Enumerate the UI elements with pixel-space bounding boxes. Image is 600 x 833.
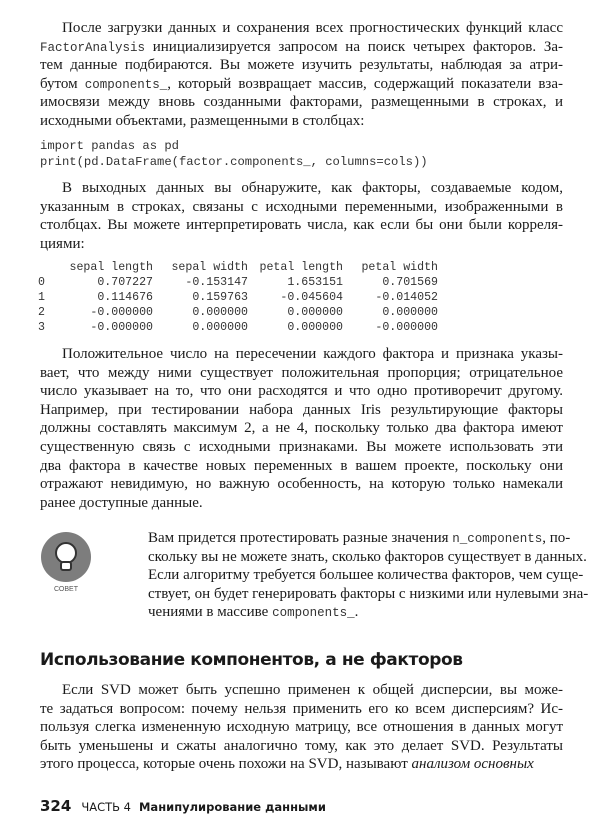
text-span: существенную связь с исходными признаками. Вы можете использовать эти <box>40 438 563 455</box>
text-line <box>40 112 563 131</box>
text-span: имосвязи между вновь созданными факторами, размещенными в строках, и <box>40 94 563 111</box>
table-row <box>38 305 438 320</box>
column-header: sepal length <box>69 261 153 274</box>
text-line <box>40 38 563 57</box>
text-span: В выходных данных вы обнаружите, как факторы, создаваемые кодом, <box>62 180 563 196</box>
text-line <box>40 179 563 198</box>
text-line <box>40 700 563 719</box>
table-cell: 0.000000 <box>382 306 438 319</box>
column-header: petal length <box>259 261 343 274</box>
text-line <box>40 475 563 494</box>
inline-code: components_ <box>84 77 168 92</box>
table-cell: 0.000000 <box>192 321 248 334</box>
table-cell: -0.000000 <box>90 306 153 319</box>
tip-label: СОВЕТ <box>54 586 78 593</box>
text-line <box>40 494 563 513</box>
text-span: исходными объектами, размещенными в столбцах: <box>40 112 365 129</box>
text-span: , который возвращает массив, содержащий показатели вза- <box>167 75 563 92</box>
table-row <box>38 320 438 335</box>
text-line <box>40 755 563 774</box>
text-line <box>40 457 563 476</box>
row-index: 3 <box>38 321 45 334</box>
emphasis: анализом основных <box>411 756 534 773</box>
text-span: Если алгоритму требуется большее количества факторов, чем суще- <box>148 567 584 584</box>
lightbulb-icon <box>41 532 91 582</box>
text-span: пользуя слегка измененную исходную матрицу, все отношения в данных могут <box>40 719 563 736</box>
inline-code: components_ <box>272 606 355 621</box>
text-span: столбцах. Вы можете интерпретировать числа, как если бы они были корреля- <box>40 217 563 234</box>
section-heading: Использование компонентов, а не факторов <box>40 650 463 670</box>
table-cell: 0.000000 <box>287 306 343 319</box>
text-span: этого процесса, которые очень похожи на SVD, называют <box>40 756 412 773</box>
code-block <box>40 138 428 170</box>
table-cell: -0.000000 <box>90 321 153 334</box>
code-line: print(pd.DataFrame(factor.components_, columns=cols)) <box>40 155 428 169</box>
text-span: циями: <box>40 235 85 252</box>
table-cell: -0.153147 <box>185 276 248 289</box>
table-cell: 1.653151 <box>287 276 343 289</box>
text-line <box>40 75 563 94</box>
text-span: число указывает на то, что они расходятся и что одно противоречит другому. <box>40 383 563 400</box>
text-span: Вам придется протестировать разные значения <box>148 530 453 546</box>
row-index: 0 <box>38 276 45 289</box>
text-span: тем данные подбираются. Вы можете изучить результаты, наблюдая за атри- <box>40 57 563 74</box>
row-index: 1 <box>38 291 45 304</box>
chapter-title: Манипулирование данными <box>138 800 326 814</box>
text-line <box>40 737 563 756</box>
text-line <box>40 216 563 235</box>
table-cell: -0.045604 <box>280 291 343 304</box>
table-cell: 0.000000 <box>192 306 248 319</box>
text-span: , по- <box>542 530 571 546</box>
table-cell: 0.000000 <box>287 321 343 334</box>
text-line <box>40 382 563 401</box>
code-line: import pandas as pd <box>40 139 179 153</box>
text-line <box>148 566 584 585</box>
column-header: sepal width <box>171 261 248 274</box>
paragraph-output <box>40 179 563 253</box>
text-line <box>148 585 589 604</box>
text-span: Например, при тестировании набора данных Iris результирующие факторы <box>40 401 563 418</box>
text-line <box>40 198 563 217</box>
table-cell: 0.701569 <box>382 276 438 289</box>
text-line <box>148 548 587 567</box>
table-row <box>38 290 438 305</box>
tip-text <box>148 529 589 622</box>
text-span: инициализируется запросом на поиск четырех факторов. За- <box>145 38 563 55</box>
text-span: должны составлять максимум 2, а не 4, поскольку только два фактора имеют <box>40 420 563 437</box>
table-cell: 0.114676 <box>97 291 153 304</box>
text-span: два фактора в качестве новых переменных в вашем проекте, поскольку они <box>40 457 563 474</box>
text-line <box>40 345 563 364</box>
page-footer <box>40 797 326 815</box>
text-span: те задаться вопросом: почему нельзя применить его ко всем дисперсиям? Ис- <box>40 700 563 717</box>
row-index: 2 <box>38 306 45 319</box>
text-span: быть уменьшены и сжаты аналогично тому, как это делает SVD. Результаты <box>40 737 563 754</box>
text-span: отражают невидимую, но важную особенность, на которую только намекали <box>40 476 563 493</box>
text-span: чениями в массиве <box>148 604 273 621</box>
text-line <box>40 438 563 457</box>
table-cell: 0.159763 <box>192 291 248 304</box>
text-line <box>148 529 571 548</box>
text-line <box>40 401 563 420</box>
text-line <box>40 93 563 112</box>
text-line <box>40 235 563 254</box>
table-cell: 0.707227 <box>97 276 153 289</box>
text-line <box>40 56 563 75</box>
inline-code: n_components <box>452 532 543 546</box>
part-label: ЧАСТЬ 4 <box>81 800 131 814</box>
text-line <box>40 419 563 438</box>
text-line <box>40 19 563 38</box>
paragraph-intro <box>40 19 563 131</box>
table-cell: -0.000000 <box>375 321 438 334</box>
column-header: petal width <box>361 261 438 274</box>
text-line <box>40 364 563 383</box>
text-span: После загрузки данных и сохранения всех прогностических функций класс <box>62 20 563 36</box>
text-span: вает, что между ними существует положительная пропорция; отрицательное <box>40 364 563 381</box>
text-line <box>40 718 563 737</box>
inline-code: FactorAnalysis <box>40 40 146 55</box>
text-span: Если SVD может быть успешно применен к общей дисперсии, вы може- <box>62 682 563 698</box>
text-span: бутом <box>40 75 85 92</box>
text-line <box>40 681 563 700</box>
text-span: указанным в строках, связаны с исходными переменными, изображенными в <box>40 198 563 215</box>
text-span: Положительное число на пересечении каждого фактора и признака указы- <box>62 346 563 362</box>
paragraph-interpretation <box>40 345 563 512</box>
text-span: ствует, он будет генерировать факторы с низкими или нулевыми зна- <box>148 585 589 602</box>
text-span: скольку вы не можете знать, сколько факторов существует в данных. <box>148 548 587 565</box>
table-cell: -0.014052 <box>375 291 438 304</box>
text-span: ранее доступные данные. <box>40 494 203 511</box>
table-row <box>38 275 438 290</box>
table-header-row <box>38 260 438 275</box>
paragraph-svd <box>40 681 563 774</box>
page-number: 324 <box>40 797 72 815</box>
output-table <box>38 260 438 335</box>
text-line <box>148 603 563 622</box>
text-span: . <box>354 604 359 621</box>
